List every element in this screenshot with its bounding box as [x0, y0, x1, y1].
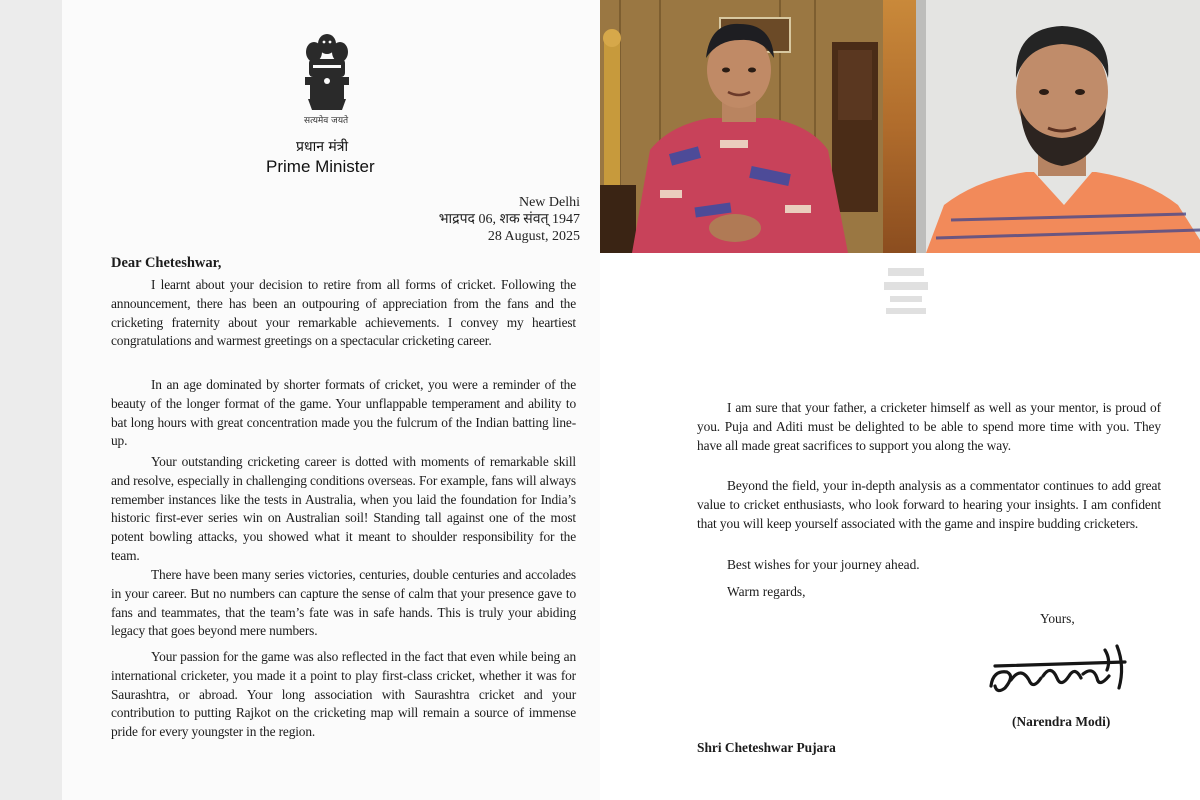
letter-paragraph: I am sure that your father, a cricketer himself as well as your mentor, is proud of you. Puja and Aditi must be delighted to be able to spend more time with you. They have all made great sacrifices to support you along the way. — [697, 400, 1161, 453]
letter-paragraph: In an age dominated by shorter formats of cricket, you were a reminder of the beauty of the longer format of the game. Your unflappable temperament and ability to bat long hours with great concentration made you the fulcrum of the Indian batting line-up. — [111, 377, 576, 449]
letter-closing: Yours, — [1040, 611, 1075, 626]
letter-best-wishes: Best wishes for your journey ahead. — [727, 557, 920, 572]
video-panel-guest — [916, 0, 1200, 253]
letter-addressee: Shri Cheteshwar Pujara — [697, 740, 836, 755]
emblem-motto: सत्यमेव जयते — [304, 116, 349, 126]
letter-paragraph: There have been many series victories, centuries, double centuries and accolades in your career. But no numbers can capture the sense of calm that your presence gave to fans and teammates, that the team’s fate was in safe hands. This is truly your abiding legacy that goes beyond mere numbers. — [111, 567, 576, 639]
letter-paragraph: Beyond the field, your in-depth analysis as a commentator continues to add great value to cricket enthusiasts, who look forward to hearing your insights. I am confident that you will keep yourself associated with the game and inspire budding cricketers. — [697, 478, 1161, 531]
guest-video-frame — [916, 0, 1200, 253]
letter-regards: Warm regards, — [727, 584, 806, 599]
letter-salutation: Dear Cheteshwar, — [111, 255, 222, 271]
letter-paragraph: Your passion for the game was also reflected in the fact that even while being an international cricketer, you made it a point to play first-class cricket, whether it was for Saurashtra, or abroad. Your long association with Saurashtra cricket and your contribution to putting Rajkot on the cricketing map will remain a source of immense pride for every youngster in the region. — [111, 649, 576, 740]
host-video-frame — [600, 0, 883, 253]
office-title-hindi: प्रधान मंत्री — [296, 139, 349, 155]
letter-paragraph: I learnt about your decision to retire from all forms of cricket. Following the announcement, there has been an outpouring of appreciation from the fans and the cricketing fraternity about your remarkable achievements. I convey my heartiest congratulations and warmest greetings on a spectacular cricketing career. — [111, 277, 576, 349]
video-divider — [883, 0, 916, 253]
handwritten-signature — [985, 636, 1135, 706]
video-panel-host — [600, 0, 883, 253]
national-emblem-icon — [300, 32, 354, 112]
faint-emblem-icon — [880, 262, 932, 322]
letter-place-date — [380, 194, 580, 245]
letter-paragraph: Your outstanding cricketing career is dotted with moments of remarkable skill and resolve, especially in challenging conditions overseas. For example, fans will always remember instances like the tests in Australia, when you laid the foundation for India’s historic first-ever series win on Australian soil! Standing tall against one of the most potent bowling attacks, you showed what it meant to shoulder responsibility for the team. — [111, 454, 576, 563]
letter-signatory: (Narendra Modi) — [1012, 714, 1111, 729]
letter-page-right-margin — [600, 253, 645, 800]
office-title: Prime Minister — [266, 157, 375, 176]
letter-date: 28 August, 2025 — [487, 229, 580, 244]
letter-place: New Delhi — [518, 195, 580, 210]
letter-date-hindi: भाद्रपद 06, शक संवत् 1947 — [438, 212, 580, 227]
